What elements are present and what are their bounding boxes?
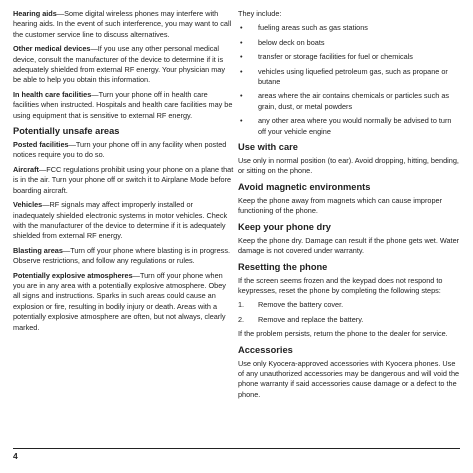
vehicles-paragraph: Vehicles—RF signals may affect improperly installed or inadequately shielded electronic systems in motor vehicles. Check with the manufacturer of the device to determine if it is adequately shielded from external RF energy. — [13, 200, 228, 241]
resetting-text: If the screen seems frozen and the keypad does not respond to keypresses, reset the phone by completing the following steps: — [238, 275, 443, 295]
step-text: Remove and replace the battery. — [258, 314, 364, 324]
aircraft-paragraph: Aircraft—FCC regulations prohibit using your phone on a plane that is in the air. Turn your phone off or switch it to Airplane Mode before boarding aircraft. — [13, 164, 234, 195]
posted-facilities-paragraph: Posted facilities—Turn your phone off in any facility when posted notices require you to do so. — [13, 140, 227, 160]
footer-divider — [13, 448, 460, 449]
list-item: • fueling areas such as gas stations — [238, 23, 460, 33]
step-number: 1. — [238, 300, 245, 310]
list-item: • below deck on boats — [238, 38, 460, 48]
step-item — [238, 315, 460, 325]
left-column — [13, 9, 235, 337]
list-item: • transfer or storage facilities for fuel or chemicals — [238, 52, 460, 62]
accessories-heading: Accessories — [238, 344, 293, 355]
step-text: Remove the battery cover. — [258, 300, 344, 310]
use-with-care-text: Use only in normal position (to ear). Avoid dropping, hitting, bending, or sitting on the phone. — [238, 156, 459, 176]
keep-dry-text: Keep the phone dry. Damage can result if the phone gets wet. Water damage is not covered under warranty. — [238, 235, 460, 256]
page-number: 4 — [13, 451, 18, 461]
hearing-aids-paragraph: Hearing aids—Some digital wireless phones may interfere with hearing aids. In the event of such interference, you may want to call the customer service line to discuss alternatives. — [13, 9, 232, 39]
list-item: • areas where the air contains chemicals or particles such as grain, dust, or metal powders — [238, 91, 460, 112]
blasting-areas-paragraph: Blasting areas—Turn off your phone where blasting is in progress. Observe restrictions, and follow any regulations or rules. — [13, 245, 230, 266]
right-column — [238, 9, 460, 404]
explosive-areas-list — [238, 23, 460, 137]
step-number: 2. — [238, 314, 245, 324]
list-item: • vehicles using liquefied petroleum gas, such as propane or butane — [238, 67, 460, 88]
resetting-heading: Resetting the phone — [238, 261, 328, 272]
magnetic-text: Keep the phone away from magnets which can cause improper functioning of the phone. — [238, 195, 443, 216]
explosive-atmospheres-paragraph: Potentially explosive atmospheres—Turn off your phone when you are in any area with a potentially explosive atmosphere. Obey all signs and instructions. Sparks in such areas could cause an explosion or fire, resulting in bodily injury or death. Areas with a potentially explosive atmosphere are often, but not always, clearly marked. — [13, 270, 226, 332]
they-include-text: They include: — [238, 9, 282, 18]
keep-dry-heading: Keep your phone dry — [238, 221, 331, 232]
unsafe-areas-heading: Potentially unsafe areas — [13, 126, 120, 137]
medical-devices-paragraph: Other medical devices—If you use any other personal medical device, consult the manufacturer of the device to determine if it is adequately shielded from external RF energy. Your physician may be able to help you obtain this information. — [13, 44, 225, 85]
accessories-text: Use only Kyocera-approved accessories with Kyocera phones. Use of any unauthorized accessories may be dangerous and will void the phone warranty if said accessories cause damage or a defect to the phone. — [238, 358, 460, 399]
reset-after-text: If the problem persists, return the phone to the dealer for service. — [238, 329, 448, 339]
step-item — [238, 300, 460, 310]
use-with-care-heading: Use with care — [238, 142, 298, 153]
reset-steps-list — [238, 300, 460, 325]
list-item: • any other area where you would normally be advised to turn off your vehicle engine — [238, 116, 460, 137]
health-care-paragraph: In health care facilities—Turn your phone off in health care facilities when instructed. Hospitals and health care facilities may be using equipment that is sensitive to external RF energy. — [13, 89, 233, 120]
magnetic-heading: Avoid magnetic environments — [238, 181, 371, 192]
